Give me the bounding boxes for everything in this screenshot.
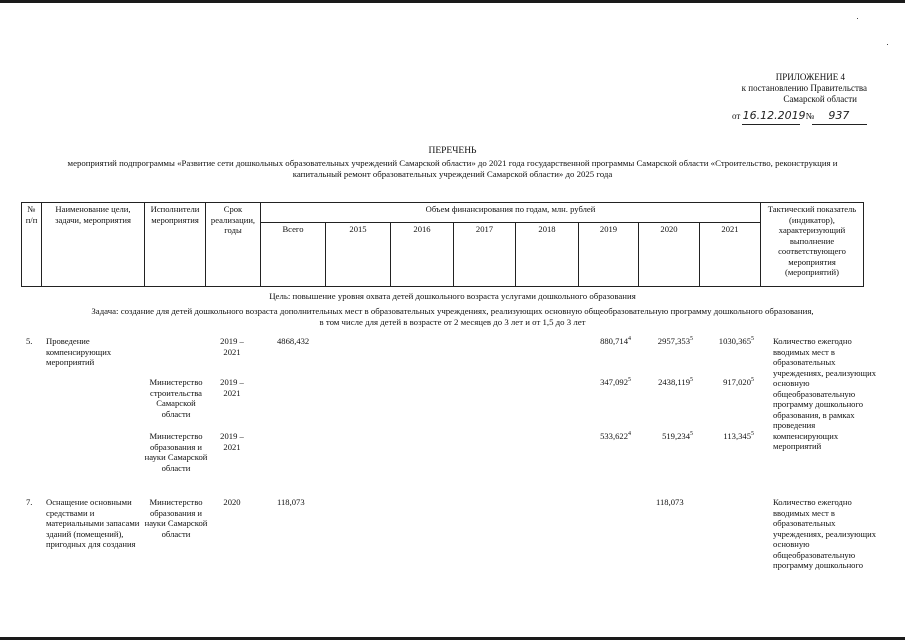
header-year: 2016 xyxy=(391,223,454,287)
handwritten-number: 937 xyxy=(828,109,850,122)
row5-2021: 1030,365$^5$ xyxy=(718,336,754,346)
scan-speck xyxy=(887,44,888,45)
row7-total: 118,073 xyxy=(277,497,305,507)
row5a-period: 2019 – 2021 xyxy=(220,377,244,398)
appendix-title: ПРИЛОЖЕНИЕ 4 xyxy=(775,72,845,82)
number-underline xyxy=(812,124,867,125)
header-year: 2015 xyxy=(326,223,391,287)
row5-period: 2019 – 2021 xyxy=(220,336,244,357)
handwritten-date: 16.12.2019 xyxy=(742,109,806,122)
header-total: Всего xyxy=(261,223,326,287)
task-line: в том числе для детей в возрасте от 2 месяцев до 3 лет и от 1,5 до 3 лет xyxy=(319,317,586,327)
row5a-2019: 347,092$^5$ xyxy=(600,377,631,387)
row5b-2020: 519,234$^5$ xyxy=(662,431,693,441)
document-subtitle xyxy=(10,158,895,180)
header-year: 2018 xyxy=(516,223,579,287)
appendix-line: Самарской области xyxy=(783,94,857,104)
row5-2019: 880,714$^4$ xyxy=(600,336,631,346)
document-title: ПЕРЕЧЕНЬ xyxy=(428,146,477,156)
row5-indicator: Количество ежегодно вводимых мест в образовательных учреждениях, реализующих основную общеобразовательную программу дошкольного образования, в рамках проведения компенсирующих мероприятий xyxy=(773,336,877,451)
header-funding: Объем финансирования по годам, млн. рублей xyxy=(261,203,761,223)
row5a-2020: 2438,119$^5$ xyxy=(658,377,693,387)
header-year: 2021 xyxy=(700,223,761,287)
scan-speck xyxy=(857,18,858,19)
goal-text: Цель: повышение уровня охвата детей дошкольного возраста услугами дошкольного образования xyxy=(269,291,636,301)
number-prefix: № xyxy=(805,111,815,121)
row5b-executor: Министерство образования и науки Самарской области xyxy=(144,431,208,473)
row5b-2019: 533,622$^4$ xyxy=(600,431,631,441)
row7-indicator: Количество ежегодно вводимых мест в образовательных учреждениях, реализующих основную общеобразовательную программу дошкольного xyxy=(773,497,877,570)
header-year: 2019 xyxy=(579,223,639,287)
row5b-period: 2019 – 2021 xyxy=(220,431,244,452)
row5-2020: 2957,353$^5$ xyxy=(657,336,693,346)
header-year: 2020 xyxy=(639,223,700,287)
row5a-2021: 917,020$^5$ xyxy=(723,377,754,387)
row5b-2021: 113,345$^5$ xyxy=(723,431,754,441)
header-period: Срок реализации, годы xyxy=(206,203,261,287)
date-prefix: от xyxy=(732,111,741,121)
row7-2020: 118,073 xyxy=(656,497,684,507)
scan-edge-top xyxy=(0,0,905,3)
appendix-line: к постановлению Правительства xyxy=(741,83,867,93)
subtitle-line: мероприятий подпрограммы «Развитие сети дошкольных образовательных учреждений Самарской области» до 2021 года государственной программы Самарской области «Строительство, реконструкция и xyxy=(67,158,838,168)
row7-executor: Министерство образования и науки Самарской области xyxy=(144,497,208,539)
header-name: Наименование цели, задачи, мероприятия xyxy=(42,203,145,287)
row7-name: Оснащение основными средствами и материальными запасами зданий (помещений), пригодных для создания xyxy=(46,497,140,549)
decree-date-number xyxy=(732,110,867,124)
header-executors: Исполнители мероприятия xyxy=(145,203,206,287)
row7-period: 2020 xyxy=(223,497,241,507)
task-text xyxy=(40,306,865,328)
header-indicator: Тактический показатель (индикатор), характеризующий выполнение соответствующего мероприятия (мероприятий) xyxy=(761,203,864,287)
task-line: Задача: создание для детей дошкольного возраста дополнительных мест в образовательных учреждениях, реализующих основную общеобразовательную программу дошкольного образования, xyxy=(91,306,814,316)
header-year: 2017 xyxy=(454,223,516,287)
subtitle-line: капитальный ремонт образовательных учреждений Самарской области» до 2025 года xyxy=(292,169,613,179)
date-underline xyxy=(742,124,800,125)
table-header xyxy=(21,202,864,287)
row5a-executor: Министерство строительства Самарской области xyxy=(149,377,203,419)
row7-num: 7. xyxy=(26,497,33,507)
header-num: № п/п xyxy=(22,203,42,287)
row5-name: Проведение компенсирующих мероприятий xyxy=(46,336,112,367)
row5-num: 5. xyxy=(26,336,33,346)
row5-total: 4868,432 xyxy=(277,336,310,346)
appendix-block xyxy=(707,72,867,105)
